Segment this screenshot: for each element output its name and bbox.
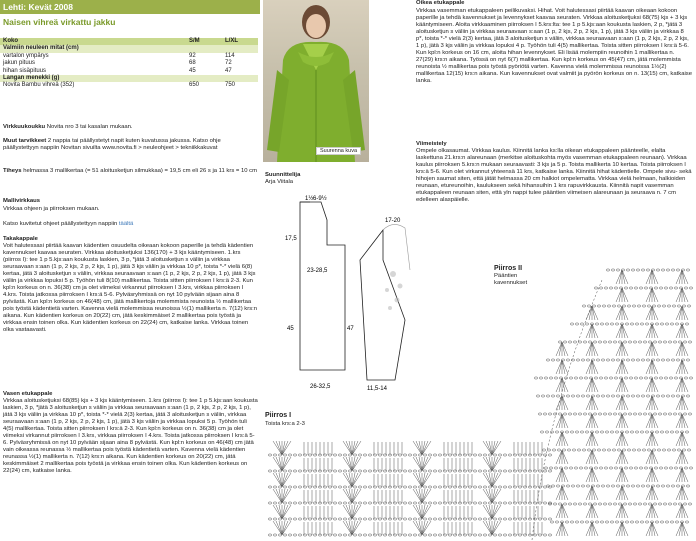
diagram2-sub1: Pääntien [494,273,518,279]
jacket-photo[interactable] [263,0,369,162]
right-front-title: Oikea etukappale [416,0,465,6]
back-text: Voit halutessasi piirtää kaavan kädentien osuudelta oikeaan kokoon paperille ja tehdä kädentien kavennukset kaavaa seuraten. Virkkaa aloitusketjuksi 136(170) + 3 kjs kääntymiseen. 1.krs (piirros I): tee 1 p 5.kjs:aan koukusta laskien, 3 p, *jätä 3 aloitusketjun s väliin ja virkkaa seuraavaan s:aan (1 p, 2 kjs, 2 p, 2 kjs, 1 p), jätä 3 kjs väliin ja virkkaa 10 p*, toista *-* vielä 6(8) kertaa, jätä 3 aloitusketjun s väliin, virkkaa seuraavaan s:aan (1 p, 2 kjs, 2 p, 2 kjs, 1 p), jätä 3 kjs väliin ja virkkaa lopuksi 5 p. Työhön tuli 8(10) mallikertaa. Toista sitten piirroksen I krs:ä 2-3. Kun kpl:n korkeus on n. 36(38) cm ja olet viimeksi virkannut piirroksen I 3.krs, virkkaa piirroksen I 4.krs. Toista jatkossa piirroksen I krs:ä 5-6. Pylväsryhmissä on nyt 10 pylvään sijaan aina 8 pylvästä. Kun kpl:n korkeus on 46(48) cm, jätä mallikertoja molemmista reunoista ½ mallikertaa pois työstä kädentietä varten. Kavenna vielä molemmissa reunoissa ½(1) mallikerta n. 7(12) krs:n aikana. Kun kädentien korkeus on 20(22) cm, jätä keskimmäiset 2 mallikertaa pois työstä ja virkkaa ensin toinen olka. Kun kädentien korkeus on 22(24) cm, katkaise lanka. Virkkaa toinen olka vastaavasti. [3,243,258,333]
dim-sleeve-width: 11,5-14 [367,386,387,392]
designer-name: Arja Viitala [265,179,294,185]
table-row: Novita Bambu vihreä (352) 650 750 [0,82,258,89]
finishing-text: Ompele olkasaumat. Virkkaa kaulus. Kiinnitä lanka ks:lla oikean etukappaleen päänteelle, elalta laskettuna 21.krs:n alareunaan (merkitse aloituskohta myös vasemman etukappaleen reunaan). Virkkaa kaulus piirroksen 5.krs:n mukaan seuraavasti: 3 kjs ja 5 p. Toista mallikerta 10 kertaa. Toista piirroksen I krs:ä 5-6. Kun olet virkannut yhteensä 11 krs, katkaise lanka. Kiinnitä hihat kädentielle. Ompele sivu- sekä hihojen saumat siten, että jätät helmassa 20 cm halkiot ompelematta. Virkkaa vielä helmaan, halkioiden reunaan, etureunoihin, kaulukseen sekä hihansuihin 1 krs rapuvirkkausta. Kiinnitä napit vasemman etukappaleen reunaan siten, että yln nappi tulee pääntien viimeisen alareunaan ja seuraava n. 7 cm edelleen alaspäielle. [416,148,692,203]
dim-shoulder: 6-9½ [313,196,327,202]
finishing-title: Viimeistely [416,141,447,147]
dim-sleeve-top: 17-20 [385,218,401,224]
table-row: hihan sisäpituus 45 47 [0,68,258,75]
sizes-table [0,38,258,90]
table-row: jakun pituus 68 72 [0,60,258,67]
back-title: Takakappale [3,236,38,242]
hook-text: Virkkuukoukku Novita nro 3 tai kasalan mukaan. [3,124,133,130]
dim-neck: 1½ [305,196,314,202]
dim-armhole: 23-28,5 [307,268,328,274]
left-front-text: Virkkaa aloitusketjuksi 68(85) kjs + 3 kjs kääntymiseen. 1.krs (piirros I): tee 1 p 5.kjs:aan koukusta laskien, 3 p, *jätä 3 aloitusketjun s väliin ja virkkaa seuraavaan s:aan (1 p, 2 kjs, 2 p, 2 kjs, 1 p), jätä 3 kjs väliin ja virkkaa 10 p*, toista *-* vielä 2(3) kertaa, jätä 3 aloitusketjun s väliin, virkkaa seuraavaan s:aan (1 p, 2 kjs, 2 p, 2 kjs, 1 p), jätä 3 kjs väliin ja virkkaa lopuksi 5 p. Työhön tuli 4(5) mallikertaa. Toista sitten piirroksen I krs:ä 2-3. Kun kpl:n korkeus on n. 36(38) cm ja olet viimeksi virkannut piirroksen I 3.krs, virkkaa piirroksen I 4.krs. Toista jatkossa piirroksen I krs:ä 5-6. Pylväsryhmissä on nyt 10 pylvään sijaan aina 8 pylvästä. Kun kpl:n korkeus on 46(48) cm jätä vain oikeassa reunassa ½ mallikertaa pois työstä kädentietä varten. Kavenna vielä kädentien reunassa ½(1) mallikerta n. 7(12) krs:n aikana. Kun kädentien korkeus on 20(22) cm, jätä keskimmäiset 2 mallikertaa pois työstä ja virkkaa ensin toinen olka. Kun kädentien korkeus on 22(24) cm, katkaise lanka. [3,398,258,474]
diagram1-title: Piirros I [265,412,292,419]
diagram2-sub2: kavennukset [494,280,528,286]
left-front-title: Vasen etukappale [3,391,53,397]
magazine-label: Lehti: Kevät 2008 [3,2,73,12]
magazine-header [0,0,260,14]
page-title: Naisen vihreä virkattu jakku [3,17,116,27]
diagram2-title: Piirros II [494,265,523,272]
designer-label: Suunnittelija [265,172,301,178]
section-row: Langan menekki (g) [0,75,258,82]
table-row: vartalon ympärys 92 114 [0,53,258,60]
materials-text: Muut tarvikkeet 2 nappia tai päällystetyt napit kuten kuvatussa jakussa. Katso ohje päällystettyyn nappiin Novitan sivuilta www.novita.fi > neuleohjeet > tekniikkakuvat [3,138,221,151]
button-guide-link[interactable]: täältä [118,221,134,227]
button-guide-text: Katso kuvitetut ohjeet päällystettyyn nappiin täältä [3,221,134,227]
pattern-stitch-title: Mallivirkkaus [3,198,41,204]
diagram1-sub: Toista krs:a 2-3 [265,421,305,427]
section-row: Valmiin neuleen mitat (cm) [0,45,258,52]
pattern-stitch-text: Virkkaa ohjeen ja piirroksen mukaan. [3,206,100,212]
col-sm: S/M [186,38,222,45]
enlarge-image-link[interactable]: Suurenna kuva [316,147,361,155]
right-front-text: Virkkaa vasemman etukappaleen peilikuvaksi. Hihat. Voit halutessasi piirtää kaavan oikeaan kokoon paperille ja tehdä kavennukset ja levennykset kaavaa seuraten. Virkkaa aloitusketjuksi 68(75) kjs + 3 kjs kääntymiseen. Aloita virkkaaminen piirroksen I 5.krs:lta: tee 1 p 5.kjs:aan koukusta laskien, 2 p, *jätä 3 aloitusketjun s väliin ja virkkaa seuraavaan s:aan (1 p, 2 kjs, 2 p, 2 kjs, 1 p), jätä 3 kjs väliin ja virkkaa 8 p*, toista *-* vielä 2(3) kertaa, jätä 3 aloitusketjun s väliin, virkkaa seuraavaan s:aan (1 p, 2 kjs, 2 p, 2 kjs, 1 p), jätä 3 kjs väliin ja virkkaa lopuksi 4 p. Työhön tuli 4(5) mallikertaa. Toista sitten piirroksen I krs:ä 5-6. Kun kpl:n korkeus on 16 cm, aloita hihan levennykset. Eli lisää molempiin reunoihin 1 mallikertaa n. 27(29) krs:n aikana. Työssä on nyt 6(7) mallikertaa. Kun kpl:n korkeus on 45(47) cm, jätä molemmista reunoista ½ mallikertaa pois työstä pyöriötä varten. Kavenna vielä molemmissa reunoissa 1½(2) mallikertaa 12(15) krs:n aikana. Kun kavennukset ovat valmiit ja pyörön korkeus on n. 13(15) cm, katkaise lanka. [416,8,693,84]
crochet-chart [262,260,694,541]
gauge-text: Tiheys helmassa 3 mallikertaa (= 51 aloitusketjun silmukkaa) = 19,5 cm eli 26 s ja 11 krs = 10 cm [3,168,258,174]
col-lxl: L/XL [222,38,258,45]
dim-length: 45 [287,326,294,332]
dim-sleeve-length: 47 [347,326,354,332]
dim-width: 26-32,5 [310,384,331,390]
jacket-photo-illustration [263,0,369,162]
col-size: Koko [0,38,186,45]
dim-armhole-height: 17,5 [285,236,297,242]
table-header-row [0,38,258,45]
